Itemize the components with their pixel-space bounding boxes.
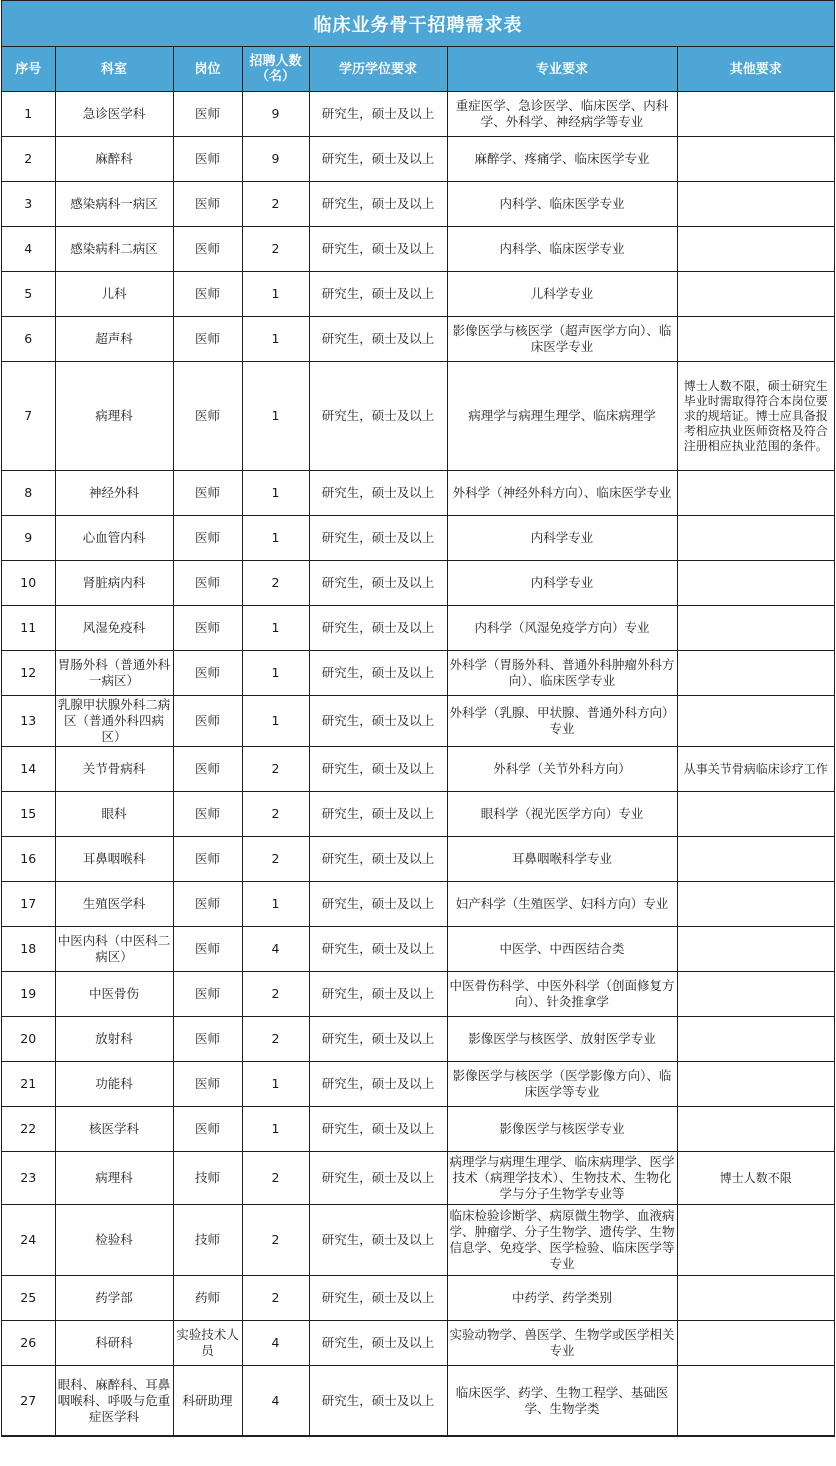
- table-row: [2, 471, 834, 516]
- cell-major: 外科学（关节外科方向）: [447, 747, 677, 792]
- table-row: [2, 972, 834, 1017]
- cell-major: 影像医学与核医学专业: [447, 1107, 677, 1152]
- cell-dept: 乳腺甲状腺外科二病区（普通外科四病区）: [55, 696, 173, 747]
- cell-other: [677, 471, 834, 516]
- cell-edu: 研究生，硕士及以上: [309, 882, 447, 927]
- cell-edu: 研究生，硕士及以上: [309, 972, 447, 1017]
- cell-edu: 研究生，硕士及以上: [309, 1062, 447, 1107]
- cell-count: 2: [242, 182, 309, 227]
- cell-no: 19: [2, 972, 55, 1017]
- cell-post: 实验技术人员: [173, 1321, 242, 1366]
- cell-no: 3: [2, 182, 55, 227]
- table-row: [2, 696, 834, 747]
- cell-dept: 感染病科二病区: [55, 227, 173, 272]
- cell-major: 影像医学与核医学（医学影像方向）、临床医学等专业: [447, 1062, 677, 1107]
- cell-no: 15: [2, 792, 55, 837]
- cell-other: 博士人数不限: [677, 1152, 834, 1205]
- table-row: [2, 606, 834, 651]
- cell-edu: 研究生，硕士及以上: [309, 471, 447, 516]
- cell-no: 7: [2, 362, 55, 471]
- cell-count: 1: [242, 317, 309, 362]
- cell-dept: 肾脏病内科: [55, 561, 173, 606]
- cell-other: [677, 317, 834, 362]
- cell-major: 中医骨伤科学、中医外科学（创面修复方向）、针灸推拿学: [447, 972, 677, 1017]
- cell-edu: 研究生，硕士及以上: [309, 92, 447, 137]
- header-count: 招聘人数（名）: [242, 47, 309, 92]
- cell-edu: 研究生，硕士及以上: [309, 1107, 447, 1152]
- table-row: [2, 1205, 834, 1276]
- cell-major: 外科学（乳腺、甲状腺、普通外科方向）专业: [447, 696, 677, 747]
- cell-count: 4: [242, 927, 309, 972]
- cell-major: 眼科学（视光医学方向）专业: [447, 792, 677, 837]
- cell-other: [677, 1107, 834, 1152]
- cell-major: 病理学与病理生理学、临床病理学、医学技术（病理学技术）、生物技术、生物化学与分子生物学专业等: [447, 1152, 677, 1205]
- table-row: [2, 651, 834, 696]
- cell-other: [677, 227, 834, 272]
- cell-major: 麻醉学、疼痛学、临床医学专业: [447, 137, 677, 182]
- cell-count: 9: [242, 92, 309, 137]
- cell-post: 医师: [173, 317, 242, 362]
- cell-major: 儿科学专业: [447, 272, 677, 317]
- table-row: [2, 747, 834, 792]
- cell-dept: 科研科: [55, 1321, 173, 1366]
- cell-other: [677, 972, 834, 1017]
- cell-no: 2: [2, 137, 55, 182]
- cell-other: [677, 1366, 834, 1436]
- cell-no: 14: [2, 747, 55, 792]
- cell-edu: 研究生，硕士及以上: [309, 272, 447, 317]
- cell-no: 17: [2, 882, 55, 927]
- cell-count: 2: [242, 227, 309, 272]
- cell-post: 药师: [173, 1276, 242, 1321]
- cell-post: 医师: [173, 1062, 242, 1107]
- cell-edu: 研究生，硕士及以上: [309, 837, 447, 882]
- cell-other: [677, 1062, 834, 1107]
- cell-count: 1: [242, 882, 309, 927]
- cell-count: 1: [242, 471, 309, 516]
- cell-count: 9: [242, 137, 309, 182]
- cell-count: 2: [242, 1205, 309, 1276]
- cell-dept: 功能科: [55, 1062, 173, 1107]
- cell-edu: 研究生，硕士及以上: [309, 516, 447, 561]
- cell-edu: 研究生，硕士及以上: [309, 561, 447, 606]
- cell-post: 医师: [173, 227, 242, 272]
- table-row: [2, 92, 834, 137]
- cell-count: 1: [242, 272, 309, 317]
- cell-edu: 研究生，硕士及以上: [309, 317, 447, 362]
- table-row: [2, 561, 834, 606]
- cell-other: [677, 272, 834, 317]
- table-row: [2, 1152, 834, 1205]
- cell-edu: 研究生，硕士及以上: [309, 362, 447, 471]
- cell-dept: 中医内科（中医科二病区）: [55, 927, 173, 972]
- cell-post: 医师: [173, 1017, 242, 1062]
- table-row: [2, 1107, 834, 1152]
- cell-other: [677, 92, 834, 137]
- cell-major: 内科学专业: [447, 561, 677, 606]
- cell-edu: 研究生，硕士及以上: [309, 1321, 447, 1366]
- table-row: [2, 1276, 834, 1321]
- cell-other: [677, 1321, 834, 1366]
- cell-no: 16: [2, 837, 55, 882]
- cell-count: 2: [242, 837, 309, 882]
- cell-post: 医师: [173, 651, 242, 696]
- cell-post: 医师: [173, 927, 242, 972]
- cell-major: 外科学（神经外科方向）、临床医学专业: [447, 471, 677, 516]
- cell-no: 26: [2, 1321, 55, 1366]
- cell-no: 4: [2, 227, 55, 272]
- cell-dept: 眼科、麻醉科、耳鼻咽喉科、呼吸与危重症医学科: [55, 1366, 173, 1436]
- table-row: [2, 1321, 834, 1366]
- cell-other: [677, 1205, 834, 1276]
- cell-count: 2: [242, 972, 309, 1017]
- cell-major: 耳鼻咽喉科学专业: [447, 837, 677, 882]
- table-row: [2, 362, 834, 471]
- cell-edu: 研究生，硕士及以上: [309, 651, 447, 696]
- cell-dept: 感染病科一病区: [55, 182, 173, 227]
- cell-edu: 研究生，硕士及以上: [309, 696, 447, 747]
- cell-other: [677, 696, 834, 747]
- recruitment-table: [2, 47, 834, 1436]
- cell-other: [677, 561, 834, 606]
- cell-no: 27: [2, 1366, 55, 1436]
- cell-count: 1: [242, 1062, 309, 1107]
- cell-no: 6: [2, 317, 55, 362]
- header-other: 其他要求: [677, 47, 834, 92]
- table-row: [2, 837, 834, 882]
- header-no: 序号: [2, 47, 55, 92]
- cell-post: 医师: [173, 92, 242, 137]
- cell-post: 医师: [173, 362, 242, 471]
- cell-count: 2: [242, 1276, 309, 1321]
- cell-post: 医师: [173, 837, 242, 882]
- cell-major: 内科学、临床医学专业: [447, 182, 677, 227]
- header-row: [2, 47, 834, 92]
- table-row: [2, 272, 834, 317]
- cell-no: 11: [2, 606, 55, 651]
- cell-edu: 研究生，硕士及以上: [309, 1366, 447, 1436]
- cell-edu: 研究生，硕士及以上: [309, 227, 447, 272]
- cell-dept: 检验科: [55, 1205, 173, 1276]
- cell-dept: 病理科: [55, 1152, 173, 1205]
- cell-other: [677, 182, 834, 227]
- cell-count: 1: [242, 606, 309, 651]
- cell-no: 21: [2, 1062, 55, 1107]
- cell-major: 临床检验诊断学、病原微生物学、血液病学、肿瘤学、分子生物学、遗传学、生物信息学、免疫学、医学检验、临床医学等专业: [447, 1205, 677, 1276]
- cell-edu: 研究生，硕士及以上: [309, 137, 447, 182]
- header-major: 专业要求: [447, 47, 677, 92]
- cell-post: 医师: [173, 747, 242, 792]
- cell-no: 10: [2, 561, 55, 606]
- cell-other: [677, 651, 834, 696]
- cell-dept: 神经外科: [55, 471, 173, 516]
- cell-major: 外科学（胃肠外科、普通外科肿瘤外科方向）、临床医学专业: [447, 651, 677, 696]
- cell-no: 12: [2, 651, 55, 696]
- cell-other: [677, 1017, 834, 1062]
- cell-major: 妇产科学（生殖医学、妇科方向）专业: [447, 882, 677, 927]
- cell-edu: 研究生，硕士及以上: [309, 606, 447, 651]
- cell-post: 医师: [173, 792, 242, 837]
- cell-count: 1: [242, 651, 309, 696]
- table-row: [2, 1062, 834, 1107]
- cell-dept: 关节骨病科: [55, 747, 173, 792]
- cell-edu: 研究生，硕士及以上: [309, 182, 447, 227]
- cell-edu: 研究生，硕士及以上: [309, 1017, 447, 1062]
- header-dept: 科室: [55, 47, 173, 92]
- cell-no: 20: [2, 1017, 55, 1062]
- table-row: [2, 516, 834, 561]
- cell-post: 医师: [173, 1107, 242, 1152]
- cell-dept: 麻醉科: [55, 137, 173, 182]
- cell-count: 4: [242, 1366, 309, 1436]
- cell-other: [677, 606, 834, 651]
- cell-edu: 研究生，硕士及以上: [309, 1205, 447, 1276]
- cell-count: 2: [242, 1017, 309, 1062]
- cell-count: 2: [242, 792, 309, 837]
- header-post: 岗位: [173, 47, 242, 92]
- cell-count: 4: [242, 1321, 309, 1366]
- table-row: [2, 137, 834, 182]
- cell-edu: 研究生，硕士及以上: [309, 927, 447, 972]
- cell-major: 临床医学、药学、生物工程学、基础医学、生物学类: [447, 1366, 677, 1436]
- table-title: 临床业务骨干招聘需求表: [2, 1, 834, 47]
- cell-other: [677, 137, 834, 182]
- cell-major: 内科学、临床医学专业: [447, 227, 677, 272]
- cell-post: 科研助理: [173, 1366, 242, 1436]
- cell-other: [677, 516, 834, 561]
- cell-count: 1: [242, 516, 309, 561]
- cell-dept: 急诊医学科: [55, 92, 173, 137]
- cell-dept: 眼科: [55, 792, 173, 837]
- table-row: [2, 317, 834, 362]
- table-row: [2, 1366, 834, 1436]
- cell-major: 重症医学、急诊医学、临床医学、内科学、外科学、神经病学等专业: [447, 92, 677, 137]
- cell-other: 博士人数不限，硕士研究生毕业时需取得符合本岗位要求的规培证。博士应具备报考相应执业医师资格及符合注册相应执业范围的条件。: [677, 362, 834, 471]
- cell-post: 医师: [173, 606, 242, 651]
- cell-dept: 儿科: [55, 272, 173, 317]
- cell-major: 中医学、中西医结合类: [447, 927, 677, 972]
- table-row: [2, 227, 834, 272]
- cell-dept: 中医骨伤: [55, 972, 173, 1017]
- cell-post: 医师: [173, 972, 242, 1017]
- cell-post: 医师: [173, 882, 242, 927]
- cell-post: 医师: [173, 272, 242, 317]
- cell-dept: 放射科: [55, 1017, 173, 1062]
- cell-no: 13: [2, 696, 55, 747]
- cell-other: [677, 837, 834, 882]
- cell-dept: 生殖医学科: [55, 882, 173, 927]
- cell-major: 病理学与病理生理学、临床病理学: [447, 362, 677, 471]
- recruitment-table-sheet: [1, 0, 835, 1437]
- cell-post: 医师: [173, 182, 242, 227]
- cell-other: 从事关节骨病临床诊疗工作: [677, 747, 834, 792]
- cell-other: [677, 1276, 834, 1321]
- cell-no: 9: [2, 516, 55, 561]
- cell-count: 2: [242, 747, 309, 792]
- cell-no: 18: [2, 927, 55, 972]
- cell-dept: 病理科: [55, 362, 173, 471]
- cell-count: 2: [242, 1152, 309, 1205]
- cell-major: 影像医学与核医学（超声医学方向）、临床医学专业: [447, 317, 677, 362]
- cell-dept: 超声科: [55, 317, 173, 362]
- cell-major: 内科学专业: [447, 516, 677, 561]
- cell-major: 内科学（风湿免疫学方向）专业: [447, 606, 677, 651]
- cell-no: 1: [2, 92, 55, 137]
- table-body: [2, 92, 834, 1436]
- cell-count: 1: [242, 362, 309, 471]
- cell-major: 实验动物学、兽医学、生物学或医学相关专业: [447, 1321, 677, 1366]
- cell-edu: 研究生，硕士及以上: [309, 792, 447, 837]
- cell-post: 技师: [173, 1152, 242, 1205]
- cell-no: 24: [2, 1205, 55, 1276]
- header-edu: 学历学位要求: [309, 47, 447, 92]
- cell-dept: 风湿免疫科: [55, 606, 173, 651]
- table-row: [2, 1017, 834, 1062]
- cell-edu: 研究生，硕士及以上: [309, 1152, 447, 1205]
- cell-post: 医师: [173, 471, 242, 516]
- cell-major: 影像医学与核医学、放射医学专业: [447, 1017, 677, 1062]
- cell-no: 8: [2, 471, 55, 516]
- cell-post: 技师: [173, 1205, 242, 1276]
- table-row: [2, 882, 834, 927]
- cell-dept: 药学部: [55, 1276, 173, 1321]
- cell-no: 5: [2, 272, 55, 317]
- cell-other: [677, 882, 834, 927]
- cell-dept: 耳鼻咽喉科: [55, 837, 173, 882]
- table-row: [2, 792, 834, 837]
- cell-count: 1: [242, 696, 309, 747]
- cell-dept: 胃肠外科（普通外科一病区）: [55, 651, 173, 696]
- cell-dept: 心血管内科: [55, 516, 173, 561]
- cell-other: [677, 927, 834, 972]
- cell-post: 医师: [173, 516, 242, 561]
- cell-other: [677, 792, 834, 837]
- table-row: [2, 927, 834, 972]
- cell-edu: 研究生，硕士及以上: [309, 747, 447, 792]
- cell-dept: 核医学科: [55, 1107, 173, 1152]
- cell-no: 22: [2, 1107, 55, 1152]
- cell-count: 2: [242, 561, 309, 606]
- cell-no: 25: [2, 1276, 55, 1321]
- cell-major: 中药学、药学类别: [447, 1276, 677, 1321]
- cell-count: 1: [242, 1107, 309, 1152]
- cell-post: 医师: [173, 561, 242, 606]
- cell-no: 23: [2, 1152, 55, 1205]
- cell-edu: 研究生，硕士及以上: [309, 1276, 447, 1321]
- cell-post: 医师: [173, 696, 242, 747]
- cell-post: 医师: [173, 137, 242, 182]
- table-row: [2, 182, 834, 227]
